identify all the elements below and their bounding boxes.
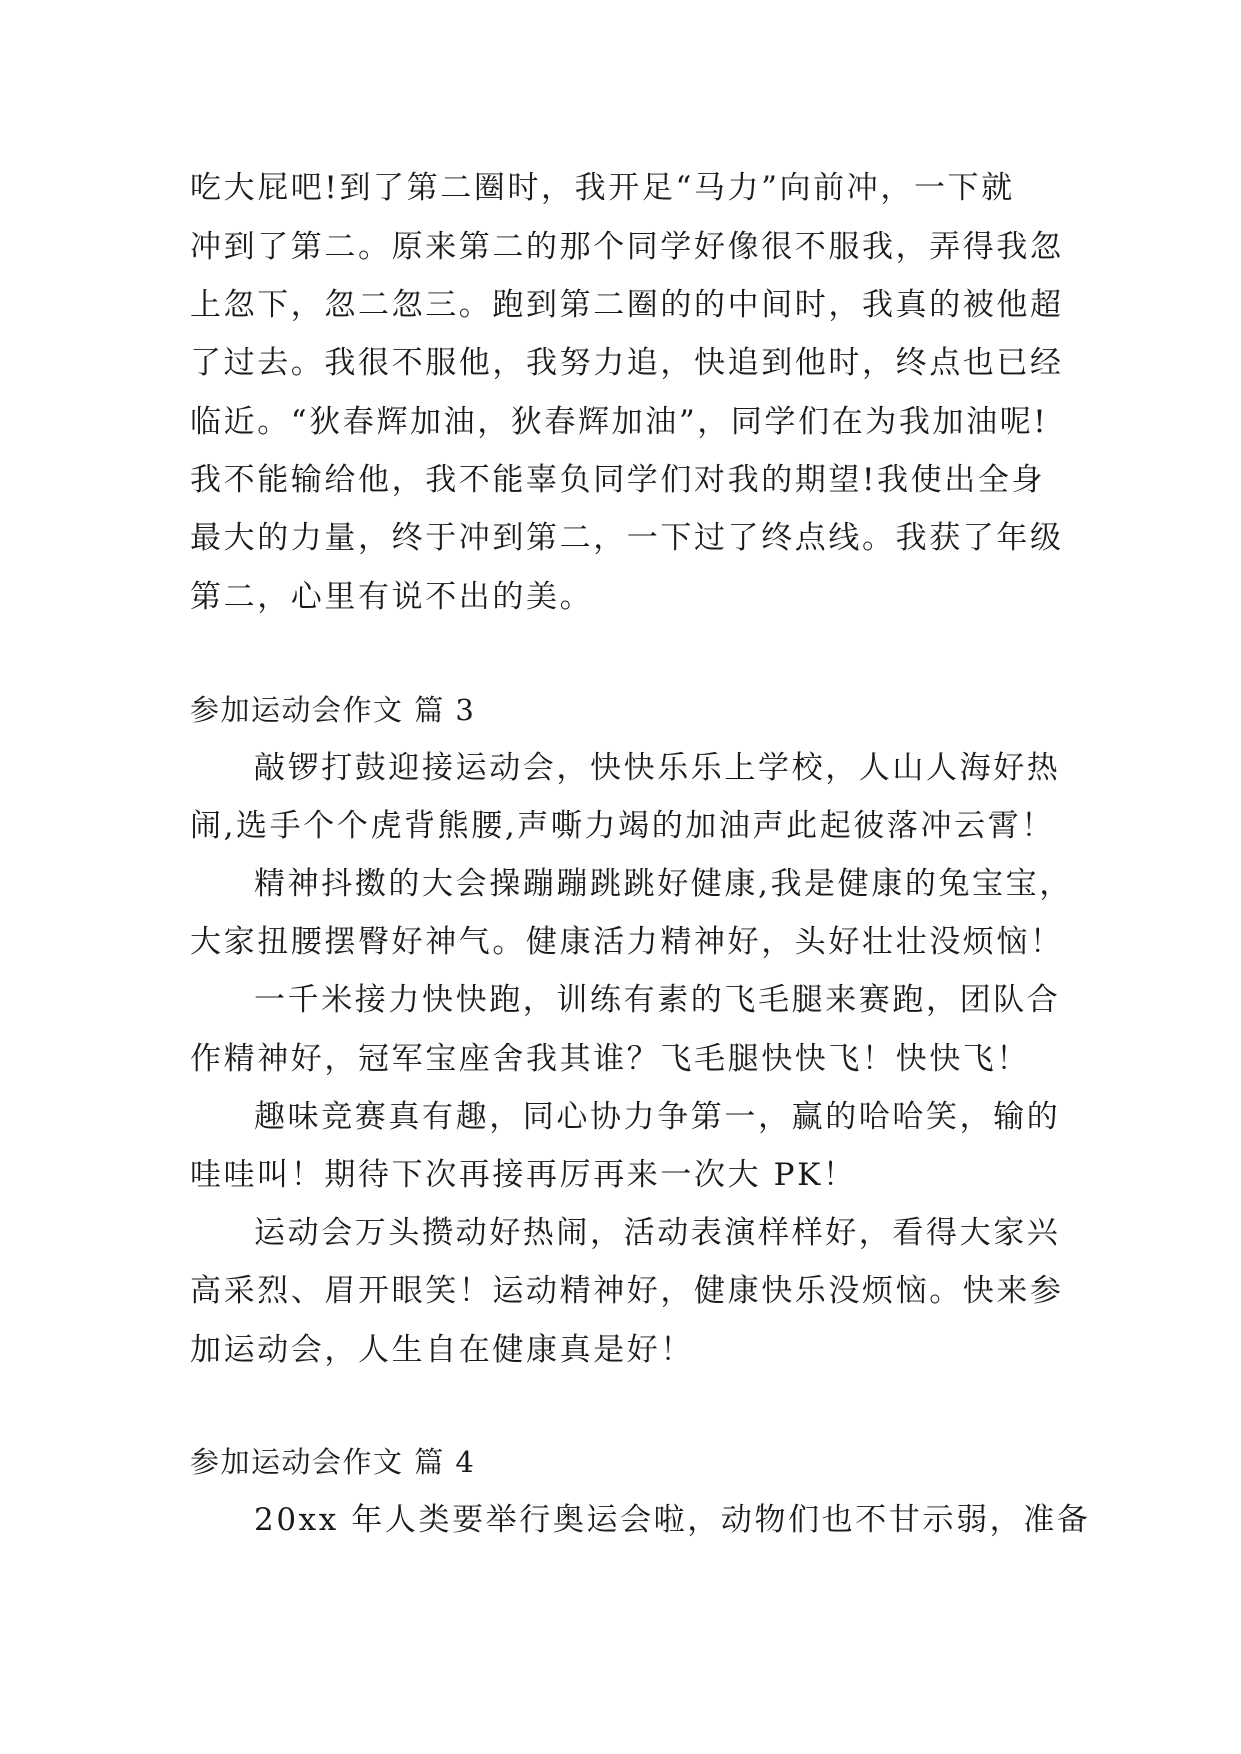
text-line: 大家扭腰摆臀好神气。健康活力精神好，头好壮壮没烦恼！ bbox=[190, 924, 1064, 960]
text-line: 敲锣打鼓迎接运动会，快快乐乐上学校，人山人海好热 bbox=[254, 750, 1061, 786]
text-line: 精神抖擞的大会操蹦蹦跳跳好健康,我是健康的兔宝宝， bbox=[254, 866, 1073, 902]
text-line: 闹,选手个个虎背熊腰,声嘶力竭的加油声此起彼落冲云霄！ bbox=[190, 808, 1055, 844]
text-line: 最大的力量，终于冲到第二，一下过了终点线。我获了年级 bbox=[190, 520, 1064, 556]
text-line: 一千米接力快快跑，训练有素的飞毛腿来赛跑，团队合 bbox=[254, 982, 1061, 1018]
section-title: 参加运动会作文 篇 4 bbox=[190, 1445, 476, 1479]
text-line: 了过去。我很不服他，我努力追，快追到他时，终点也已经 bbox=[190, 345, 1064, 381]
text-line: 20xx 年人类要举行奥运会啦，动物们也不甘示弱，准备 bbox=[254, 1502, 1091, 1538]
text-line: 吃大屁吧!到了第二圈时，我开足“马力”向前冲，一下就 bbox=[190, 170, 1015, 206]
text-line: 冲到了第二。原来第二的那个同学好像很不服我，弄得我忽 bbox=[190, 229, 1064, 265]
text-line: 高采烈、眉开眼笑！运动精神好，健康快乐没烦恼。快来参 bbox=[190, 1273, 1064, 1309]
text-line: 运动会万头攒动好热闹，活动表演样样好，看得大家兴 bbox=[254, 1215, 1061, 1251]
text-line: 加运动会，人生自在健康真是好！ bbox=[190, 1332, 694, 1368]
text-line: 第二，心里有说不出的美。 bbox=[190, 579, 594, 615]
text-line: 上忽下，忽二忽三。跑到第二圈的的中间时，我真的被他超 bbox=[190, 287, 1064, 323]
text-line: 我不能输给他，我不能辜负同学们对我的期望!我使出全身 bbox=[190, 462, 1046, 498]
text-line: 趣味竞赛真有趣，同心协力争第一，赢的哈哈笑，输的 bbox=[254, 1099, 1061, 1135]
text-line: 临近。“狄春辉加油，狄春辉加油”，同学们在为我加油呢! bbox=[190, 404, 1049, 440]
text-line: 哇哇叫！期待下次再接再厉再来一次大 PK！ bbox=[190, 1157, 857, 1193]
text-line: 作精神好，冠军宝座舍我其谁？飞毛腿快快飞！快快飞！ bbox=[190, 1041, 1030, 1077]
section-title: 参加运动会作文 篇 3 bbox=[190, 693, 476, 727]
